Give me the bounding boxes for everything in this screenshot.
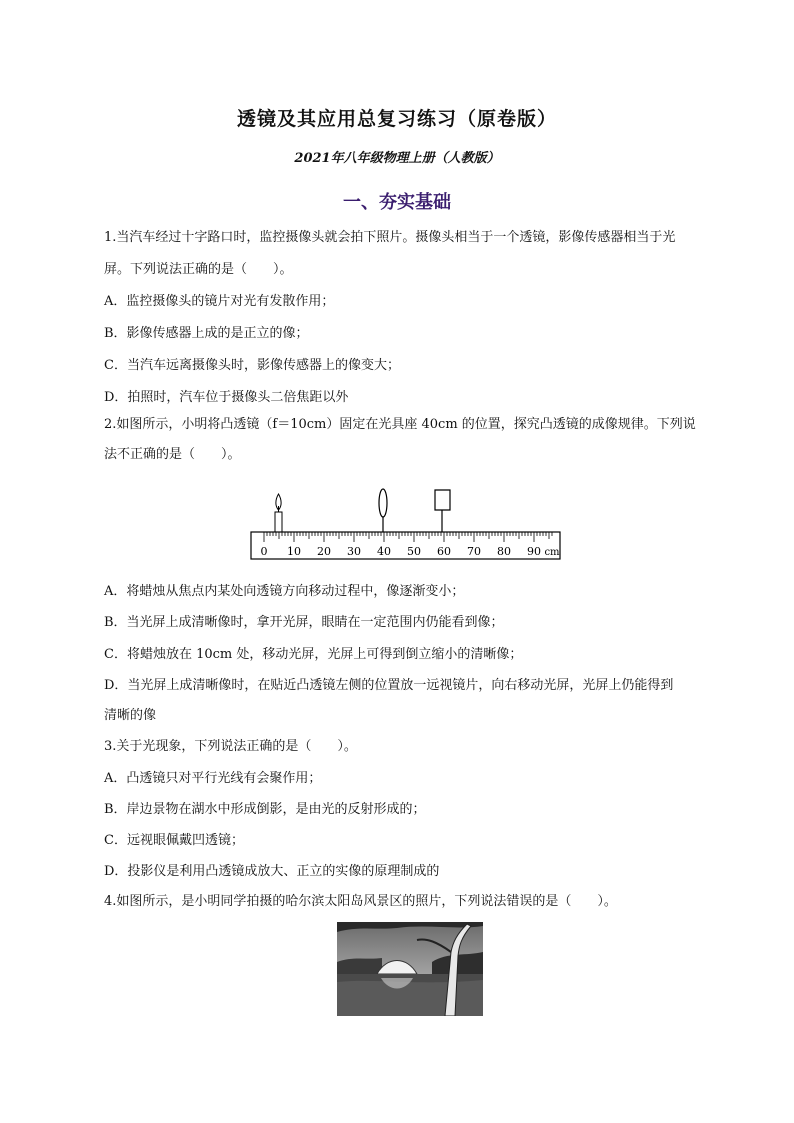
ruler-tick-label: 60 [437,545,451,558]
q1-stem-line2: 屏。下列说法正确的是（ ）。 [104,262,293,277]
q2-stem-line1: 2.如图所示，小明将凸透镜（f＝10cm）固定在光具座 40cm 的位置，探究凸透镜的成像规律。下列说 [104,417,696,432]
sun-island-photo [337,922,483,1016]
q4-stem: 4.如图所示，是小明同学拍摄的哈尔滨太阳岛风景区的照片，下列说法错误的是（ ）。 [104,894,617,909]
ruler-tick-label: 50 [407,545,421,558]
q2-option-a: A．将蜡烛从焦点内某处向透镜方向移动过程中，像逐渐变小； [104,584,465,599]
q1-option-c: C．当汽车远离摄像头时，影像传感器上的像变大； [104,358,400,373]
q3-option-b: B．岸边景物在湖水中形成倒影，是由光的反射形成的； [104,802,426,817]
q1-option-b: B．影像传感器上成的是正立的像； [104,326,309,341]
q3-option-c: C．远视眼佩戴凹透镜； [104,833,244,848]
ruler-tick-label: 0 [260,545,268,558]
q3-option-a: A．凸透镜只对平行光线有会聚作用； [104,771,322,786]
q1-option-d: D．拍照时，汽车位于摄像头二倍焦距以外 [104,390,349,405]
q1-stem-line1: 1.当汽车经过十字路口时，监控摄像头就会拍下照片。摄像头相当于一个透镜，影像传感器相当于光 [104,230,676,245]
ruler-tick-label: 90 [527,545,541,558]
page-title: 透镜及其应用总复习练习（原卷版） [236,108,557,130]
q2-option-d-line1: D．当光屏上成清晰像时，在贴近凸透镜左侧的位置放一远视镜片，向右移动光屏，光屏上仍能得到 [104,678,674,693]
screen-icon [435,490,450,534]
q2-stem-line2: 法不正确的是（ ）。 [104,447,241,462]
ruler-tick-label: 20 [317,545,331,558]
q2-option-b: B．当光屏上成清晰像时，拿开光屏，眼睛在一定范围内仍能看到像； [104,615,504,630]
q3-stem: 3.关于光现象，下列说法正确的是（ ）。 [104,739,357,754]
q2-option-d-line2: 清晰的像 [104,708,157,723]
ruler-unit-label: cm [544,547,560,558]
ruler-tick-label: 10 [287,545,301,558]
section-heading: 一、夯实基础 [343,192,451,213]
q2-option-c: C．将蜡烛放在 10cm 处，移动光屏，光屏上可得到倒立缩小的清晰像； [104,647,523,662]
ruler-tick-label: 40 [377,545,391,558]
ruler-tick-label: 30 [347,545,361,558]
ruler-tick-label: 70 [467,545,481,558]
q1-option-a: A．监控摄像头的镜片对光有发散作用； [104,294,335,309]
optical-bench-figure [250,488,562,562]
candle-icon [275,494,282,534]
lens-icon [379,489,387,534]
page-subtitle: 2021年八年级物理上册（人教版） [294,151,500,166]
q3-option-d: D．投影仪是利用凸透镜成放大、正立的实像的原理制成的 [104,864,440,879]
ruler-tick-label: 80 [497,545,511,558]
